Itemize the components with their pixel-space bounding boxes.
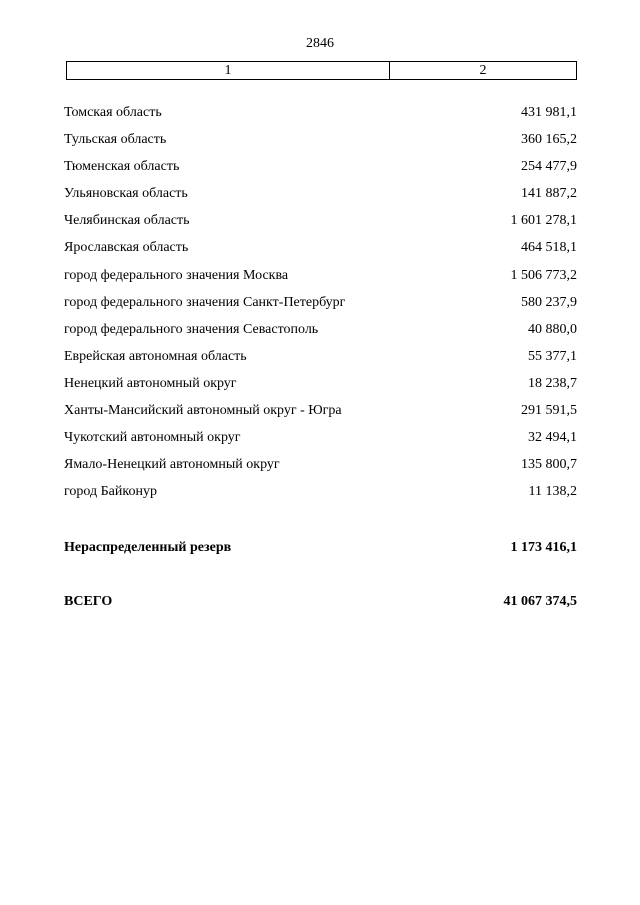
table-row	[64, 456, 577, 483]
reserve-row	[64, 539, 577, 557]
page-number: 2846	[306, 36, 334, 51]
region-value: 40 880,0	[528, 321, 577, 337]
table-row	[64, 348, 577, 375]
table-row	[64, 321, 577, 348]
reserve-value: 1 173 416,1	[510, 540, 577, 555]
table-row	[64, 158, 577, 185]
region-value: 254 477,9	[521, 159, 577, 175]
region-value: 464 518,1	[521, 240, 577, 256]
region-name: Тульская область	[64, 132, 167, 148]
region-name: Томская область	[64, 105, 162, 120]
region-table	[64, 104, 577, 510]
region-name: город федерального значения Москва	[64, 267, 289, 283]
table-row	[64, 483, 577, 510]
table-row	[64, 429, 577, 456]
total-label: ВСЕГО	[64, 594, 113, 609]
total-row	[64, 593, 577, 611]
region-name: Челябинская область	[64, 213, 190, 229]
region-name: Чукотский автономный округ	[64, 430, 241, 446]
region-value: 135 800,7	[521, 457, 577, 473]
table-row	[64, 402, 577, 429]
region-name: Ярославская область	[64, 240, 189, 256]
region-value: 580 237,9	[521, 294, 577, 310]
region-name: Ханты-Мансийский автономный округ - Югра	[64, 403, 342, 419]
region-name: Ненецкий автономный округ	[64, 375, 237, 391]
region-value: 1 506 773,2	[510, 267, 577, 283]
region-name: Ульяновская область	[64, 186, 188, 202]
region-value: 18 238,7	[528, 375, 577, 391]
table-row	[64, 294, 577, 321]
region-value: 291 591,5	[521, 403, 577, 419]
table-row	[64, 375, 577, 402]
column-header-1: 1	[67, 62, 390, 79]
region-name: Ямало-Ненецкий автономный округ	[64, 457, 280, 473]
region-name: город федерального значения Севастополь	[64, 321, 319, 337]
region-value: 360 165,2	[521, 132, 577, 148]
table-row	[64, 212, 577, 239]
table-row	[64, 239, 577, 266]
region-value: 1 601 278,1	[510, 213, 577, 229]
table-row	[64, 104, 577, 131]
region-name: город федерального значения Санкт-Петербург	[64, 294, 346, 310]
reserve-label: Нераспределенный резерв	[64, 540, 232, 555]
region-value: 431 981,1	[521, 105, 577, 120]
table-row	[64, 131, 577, 158]
region-value: 55 377,1	[528, 348, 577, 364]
region-value: 141 887,2	[521, 186, 577, 202]
column-header	[66, 61, 577, 80]
region-name: город Байконур	[64, 484, 157, 500]
table-row	[64, 267, 577, 294]
region-value: 11 138,2	[528, 484, 577, 500]
region-name: Еврейская автономная область	[64, 348, 247, 364]
region-name: Тюменская область	[64, 159, 180, 175]
table-row	[64, 185, 577, 212]
region-value: 32 494,1	[528, 430, 577, 446]
column-header-2: 2	[479, 63, 487, 78]
total-value: 41 067 374,5	[503, 594, 577, 609]
